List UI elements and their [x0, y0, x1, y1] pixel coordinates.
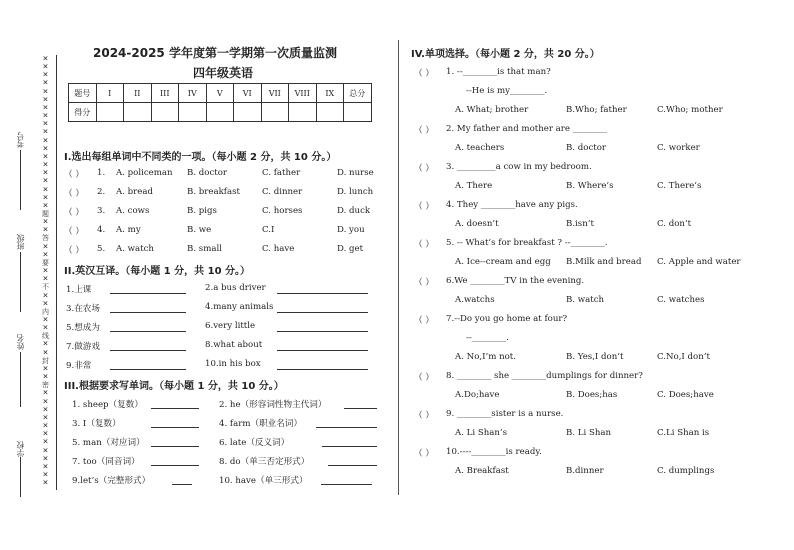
question-stem: 8. ________ she ________dumplings for dinner?: [446, 371, 643, 381]
seal-x-mark: ×: [42, 176, 49, 187]
choice-option: A. No,I’m not.: [455, 352, 516, 362]
answer-blank[interactable]: [151, 465, 199, 466]
word-task: 8. do（单三否定形式）: [219, 457, 310, 467]
score-header-cell: VIII: [289, 84, 317, 103]
choice-option: C. don’t: [657, 219, 692, 229]
choice-option: C. Does;have: [657, 390, 714, 400]
score-header-cell: VI: [234, 84, 262, 103]
question-stem: 6.We ________TV in the evening.: [446, 276, 585, 286]
choice-option: C. worker: [657, 143, 700, 153]
option-b: B. breakfast: [187, 187, 240, 197]
seal-x-mark: ×: [42, 388, 49, 399]
score-header-cell: III: [151, 84, 179, 103]
choice-option: C. There’s: [657, 181, 702, 191]
seal-x-mark: ×: [42, 249, 49, 260]
answer-paren[interactable]: （ ）: [414, 202, 434, 212]
seal-x-mark: ×: [42, 241, 49, 252]
score-cell[interactable]: [206, 103, 234, 122]
column-divider: [398, 40, 399, 495]
answer-blank[interactable]: [328, 465, 377, 466]
answer-paren[interactable]: （ ）: [414, 449, 434, 459]
word-task: 10. have（单三形式）: [219, 476, 308, 486]
seal-x-mark: ×: [42, 404, 49, 415]
seal-x-mark: ×: [42, 478, 49, 489]
score-header-cell: IX: [316, 84, 344, 103]
answer-blank[interactable]: [321, 484, 372, 485]
score-cell[interactable]: [234, 103, 262, 122]
school-field[interactable]: [20, 457, 21, 497]
option-c: C. father: [262, 168, 301, 178]
choice-option: A. Li Shan’s: [455, 428, 508, 438]
class-label: 班级: [16, 234, 25, 250]
answer-paren[interactable]: （ ）: [414, 240, 434, 250]
question-stem: 4. They ________have any pigs.: [446, 200, 578, 210]
score-header-cell: II: [124, 84, 152, 103]
answer-paren[interactable]: （ ）: [64, 208, 84, 218]
choice-option: B.dinner: [566, 466, 604, 476]
exam-number-label: 考号: [16, 132, 25, 148]
question-number: 3.: [97, 206, 106, 216]
seal-x-mark: ×: [42, 217, 49, 228]
question-number: 2.: [97, 187, 106, 197]
answer-blank[interactable]: [277, 331, 368, 332]
seal-x-mark: ×: [42, 372, 49, 383]
seal-x-mark: ×: [42, 421, 49, 432]
seal-x-mark: ×: [42, 94, 49, 105]
option-c: C. have: [262, 244, 295, 254]
choice-option: C.No,I don’t: [657, 352, 710, 362]
translation-item: 9.非常: [66, 361, 92, 371]
seal-character: 不: [42, 283, 49, 292]
seal-x-mark: ×: [42, 445, 49, 456]
answer-blank[interactable]: [110, 369, 186, 370]
choice-option: A. Ice--cream and egg: [455, 257, 551, 267]
seal-x-mark: ×: [42, 70, 49, 81]
seal-x-mark: ×: [42, 412, 49, 423]
question-number: 4.: [97, 225, 106, 235]
word-task: 5. man（对应词）: [72, 438, 145, 448]
question-stem: 10.----________is ready.: [446, 447, 542, 457]
name-label: 姓名: [16, 334, 25, 350]
answer-paren[interactable]: （ ）: [414, 164, 434, 174]
class-field[interactable]: [20, 252, 21, 312]
score-header-cell: VII: [261, 84, 289, 103]
choice-option: B.isn’t: [566, 219, 594, 229]
seal-x-mark: ×: [42, 461, 49, 472]
seal-x-mark: ×: [42, 323, 49, 334]
option-a: A. cows: [116, 206, 150, 216]
seal-x-mark: ×: [42, 347, 49, 358]
choice-option: C. Apple and water: [657, 257, 741, 267]
seal-x-mark: ×: [42, 168, 49, 179]
translation-item: 8.what about: [205, 340, 263, 350]
choice-option: B. Does;has: [566, 390, 618, 400]
seal-character: 封: [42, 356, 49, 365]
translation-item: 3.在农场: [66, 304, 100, 314]
seal-x-mark: ×: [42, 339, 49, 350]
seal-x-mark: ×: [42, 200, 49, 211]
option-b: B. small: [187, 244, 222, 254]
word-task: 9.let’s（完整形式）: [72, 476, 151, 486]
seal-x-mark: ×: [42, 274, 49, 285]
seal-x-mark: ×: [42, 111, 49, 122]
answer-blank[interactable]: [344, 408, 377, 409]
question-stem: 5. -- What’s for breakfast ? --________.: [446, 238, 608, 248]
answer-blank[interactable]: [110, 350, 186, 351]
choice-option: A.watchs: [455, 295, 495, 305]
seal-x-mark: ×: [42, 437, 49, 448]
score-cell[interactable]: [179, 103, 207, 122]
word-task: 3. I（复数）: [72, 419, 121, 429]
answer-blank[interactable]: [316, 427, 377, 428]
seal-x-mark: ×: [42, 62, 49, 73]
option-c: C. horses: [262, 206, 303, 216]
choice-option: B.Milk and bread: [566, 257, 642, 267]
seal-x-mark: ×: [42, 119, 49, 130]
answer-paren[interactable]: （ ）: [414, 316, 434, 326]
question-stem: 7.--Do you go home at four?: [446, 314, 568, 324]
answer-paren[interactable]: （ ）: [414, 69, 434, 79]
answer-paren[interactable]: （ ）: [64, 170, 84, 180]
answer-paren[interactable]: （ ）: [414, 411, 434, 421]
seal-x-mark: ×: [42, 54, 49, 64]
seal-x-mark: ×: [42, 453, 49, 464]
translation-item: 2.a bus driver: [205, 283, 266, 293]
seal-x-mark: ×: [42, 266, 49, 277]
option-b: B. pigs: [187, 206, 217, 216]
seal-x-mark: ×: [42, 135, 49, 146]
score-cell[interactable]: [124, 103, 152, 122]
seal-x-mark: ×: [42, 160, 49, 171]
question-number: 5.: [97, 244, 106, 254]
section1-title: I.选出每组单词中不同类的一项。（每小题 2 分，共 10 分。）: [64, 152, 337, 163]
answer-blank[interactable]: [172, 484, 192, 485]
option-b: B. we: [187, 225, 212, 235]
answer-paren[interactable]: （ ）: [414, 278, 434, 288]
translation-item: 5.想成为: [66, 323, 100, 333]
question-number: 1.: [97, 168, 106, 178]
question-stem: 2. My father and mother are ________: [446, 124, 608, 134]
seal-x-mark: ×: [42, 184, 49, 195]
score-header-cell: V: [206, 84, 234, 103]
choice-option: C.Who; mother: [657, 105, 723, 115]
seal-x-mark: ×: [42, 225, 49, 236]
score-header-cell: IV: [179, 84, 207, 103]
option-a: A. my: [116, 225, 141, 235]
option-a: A. bread: [116, 187, 153, 197]
translation-item: 4.many animals: [205, 302, 274, 312]
word-task: 6. late（反义词）: [219, 438, 290, 448]
option-d: D. nurse: [337, 168, 374, 178]
section4-title: IV.单项选择。（每小题 2 分，共 20 分。）: [411, 49, 600, 60]
answer-blank[interactable]: [277, 293, 368, 294]
seal-line: [56, 55, 57, 490]
choice-option: A. What; brother: [455, 105, 529, 115]
answer-blank[interactable]: [277, 369, 368, 370]
seal-x-mark: ×: [42, 151, 49, 162]
seal-character: 答: [42, 234, 49, 243]
choice-option: A. teachers: [455, 143, 505, 153]
question-stem: 9. ________sister is a nurse.: [446, 409, 564, 419]
option-d: D. get: [337, 244, 364, 254]
option-d: D. you: [337, 225, 365, 235]
translation-item: 6.very little: [205, 321, 256, 331]
answer-blank[interactable]: [277, 312, 368, 313]
answer-blank[interactable]: [151, 427, 199, 428]
question-stem: 3. _________a cow in my bedroom.: [446, 162, 592, 172]
score-table-score-row: [69, 103, 372, 122]
answer-paren[interactable]: （ ）: [64, 227, 84, 237]
translation-item: 10.in his box: [205, 359, 261, 369]
question-line: --________.: [466, 333, 509, 343]
translation-item: 1.上课: [66, 285, 92, 295]
word-task: 1. sheep（复数）: [72, 400, 143, 410]
answer-blank[interactable]: [110, 293, 186, 294]
seal-x-mark: ×: [42, 469, 49, 480]
seal-x-mark: ×: [42, 315, 49, 325]
seal-x-mark: ×: [42, 86, 49, 97]
answer-paren[interactable]: （ ）: [414, 126, 434, 136]
score-cell[interactable]: [344, 103, 372, 122]
seal-x-mark: ×: [42, 298, 49, 309]
score-table-header-row: [69, 84, 372, 103]
answer-blank[interactable]: [151, 446, 199, 447]
seal-character: 题: [42, 209, 49, 218]
score-header-cell: 总分: [344, 84, 372, 103]
answer-paren[interactable]: （ ）: [64, 246, 84, 256]
seal-character: 要: [42, 258, 49, 267]
option-d: D. lunch: [337, 187, 374, 197]
choice-option: A. There: [455, 181, 493, 191]
choice-option: B. watch: [566, 295, 605, 305]
choice-option: B. Where’s: [566, 181, 614, 191]
score-header-cell: 题号: [69, 84, 97, 103]
word-task: 2. he（形容词性物主代词）: [219, 400, 327, 410]
seal-x-mark: ×: [42, 363, 49, 374]
score-cell[interactable]: [151, 103, 179, 122]
choice-option: B.Who; father: [566, 105, 627, 115]
seal-x-mark: ×: [42, 127, 49, 138]
option-d: D. duck: [337, 206, 371, 216]
seal-x-mark: ×: [42, 429, 49, 440]
option-c: C. dinner: [262, 187, 303, 197]
choice-option: B. doctor: [566, 143, 607, 153]
option-b: B. doctor: [187, 168, 228, 178]
question-stem: 1. --________is that man?: [446, 67, 551, 77]
exam-title: 2024-2025 学年度第一学期第一次质量监测: [93, 46, 337, 60]
option-a: A. policeman: [116, 168, 173, 178]
choice-option: C.Li Shan is: [657, 428, 710, 438]
choice-option: B. Yes,I don’t: [566, 352, 624, 362]
score-cell[interactable]: [96, 103, 124, 122]
answer-blank[interactable]: [110, 312, 186, 313]
seal-character: 线: [42, 332, 49, 341]
choice-option: B. Li Shan: [566, 428, 612, 438]
answer-blank[interactable]: [277, 350, 368, 351]
translation-item: 7.做游戏: [66, 342, 100, 352]
score-table: [68, 83, 372, 122]
question-line: --He is my________.: [466, 86, 548, 96]
choice-option: A.Do;have: [455, 390, 500, 400]
exam-number-field[interactable]: [20, 150, 21, 210]
choice-option: C. dumplings: [657, 466, 715, 476]
seal-character: 内: [42, 307, 49, 316]
seal-x-mark: ×: [42, 192, 49, 203]
answer-paren[interactable]: （ ）: [64, 189, 84, 199]
option-a: A. watch: [116, 244, 154, 254]
answer-blank[interactable]: [151, 408, 199, 409]
choice-option: C. watches: [657, 295, 705, 305]
seal-x-mark: ×: [42, 396, 49, 407]
word-task: 4. farm（职业名词）: [219, 419, 303, 429]
answer-blank[interactable]: [322, 446, 377, 447]
section2-title: II.英汉互译。（每小题 1 分，共 10 分。）: [64, 266, 251, 277]
score-row-label: 得分: [69, 103, 97, 122]
word-task: 7. too（同音词）: [72, 457, 140, 467]
choice-option: A. doesn’t: [455, 219, 499, 229]
score-cell[interactable]: [316, 103, 344, 122]
school-label: 学校: [16, 441, 25, 457]
seal-x-mark: ×: [42, 78, 49, 89]
seal-x-mark: ×: [42, 143, 49, 154]
answer-paren[interactable]: （ ）: [414, 373, 434, 383]
seal-x-mark: ×: [42, 102, 49, 113]
seal-line-column: [40, 55, 51, 487]
score-header-cell: I: [96, 84, 124, 103]
option-c: C.I: [262, 225, 275, 235]
seal-x-mark: ×: [42, 290, 49, 301]
seal-character: 密: [42, 381, 49, 390]
name-field[interactable]: [20, 352, 21, 407]
score-cell[interactable]: [289, 103, 317, 122]
exam-subtitle: 四年级英语: [193, 66, 254, 80]
choice-option: A. Breakfast: [455, 466, 509, 476]
answer-blank[interactable]: [110, 331, 186, 332]
score-cell[interactable]: [261, 103, 289, 122]
section3-title: III.根据要求写单词。（每小题 1 分，共 10 分。）: [64, 381, 284, 392]
